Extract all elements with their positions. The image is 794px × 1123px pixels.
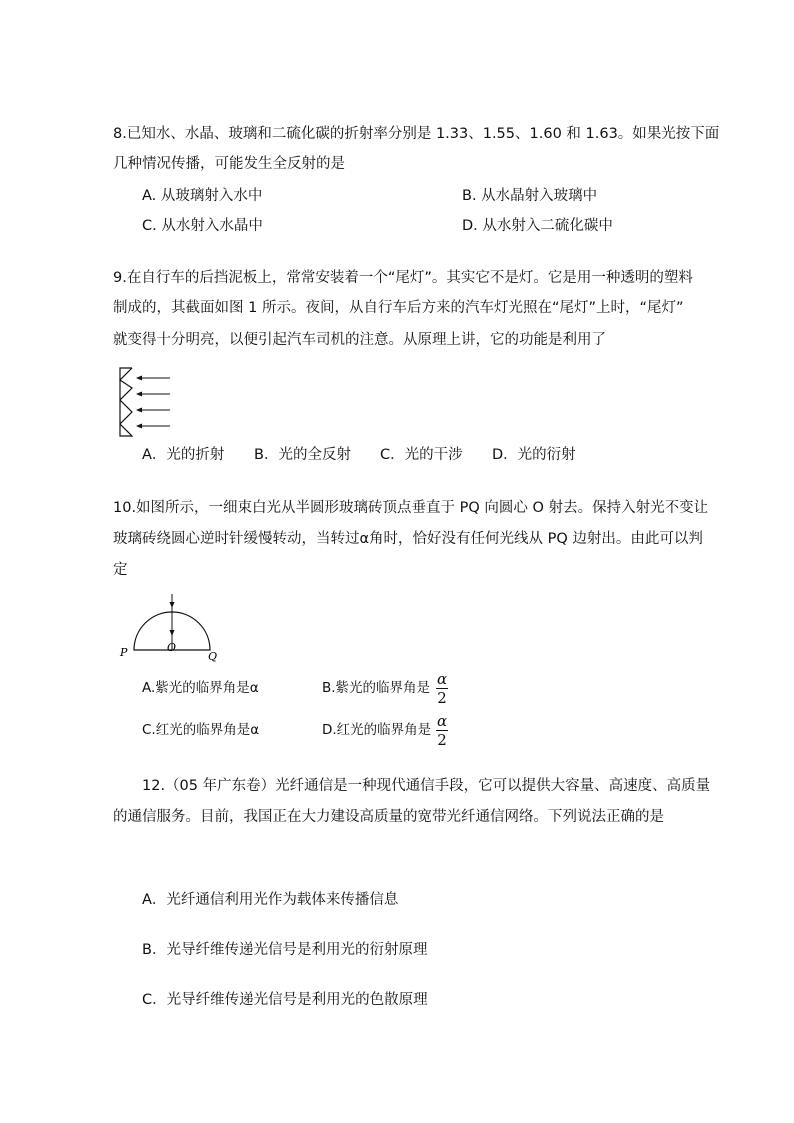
q8-option-c: C. 从水射入水晶中 <box>142 218 263 234</box>
q9-option-d: D．光的衍射 <box>492 447 576 463</box>
q12-option-a: A．光纤通信利用光作为载体来传播信息 <box>142 892 399 908</box>
q8-option-d: D. 从水射入二硫化碳中 <box>462 218 613 234</box>
fraction-numerator: α <box>437 712 448 730</box>
q9-stem-line3: 就变得十分明亮，以便引起汽车司机的注意。从原理上讲，它的功能是利用了 <box>113 332 606 348</box>
q8-stem-line2: 几种情况传播，可能发生全反射的是 <box>113 156 345 172</box>
q9-option-c: C．光的干涉 <box>380 447 463 463</box>
q9-option-a: A．光的折射 <box>142 447 225 463</box>
q12-stem-line2: 的通信服务。目前，我国正在大力建设高质量的宽带光纤通信网络。下列说法正确的是 <box>113 809 664 825</box>
q12-stem-line1: 12.（05 年广东卷）光纤通信是一种现代通信手段，它可以提供大容量、高速度、高质量 <box>142 778 711 794</box>
q10-stem-line3: 定 <box>113 562 128 578</box>
q12-option-c: C．光导纤维传递光信号是利用光的色散原理 <box>142 992 428 1008</box>
q10-option-c: C.红光的临界角是α <box>142 722 260 738</box>
q10-option-d: D.红光的临界角是 <box>322 722 432 738</box>
figure-label-p: P <box>120 646 128 659</box>
q12-option-b: B．光导纤维传递光信号是利用光的衍射原理 <box>142 942 428 958</box>
q10-stem-line2: 玻璃砖绕圆心逆时针缓慢转动，当转过α角时，恰好没有任何光线从 PQ 边射出。由此可以判 <box>113 531 703 547</box>
fraction-numerator: α <box>437 670 448 688</box>
fraction-denominator: 2 <box>437 731 447 749</box>
q10-option-a: A.紫光的临界角是α <box>142 680 259 696</box>
figure-label-q: Q <box>208 650 218 662</box>
q10-stem-line1: 10.如图所示，一细束白光从半圆形玻璃砖顶点垂直于 PQ 向圆心 O 射去。保持入射光不变让 <box>113 500 709 516</box>
figure-label-o: O <box>167 641 177 654</box>
semicircle-glass-figure <box>118 592 228 662</box>
q8-option-b: B. 从水晶射入玻璃中 <box>462 188 598 204</box>
q9-stem-line1: 9.在自行车的后挡泥板上，常常安装着一个“尾灯”。其实它不是灯。它是用一种透明的塑料 <box>113 270 693 286</box>
q9-option-b: B．光的全反射 <box>254 447 351 463</box>
tail-light-figure <box>114 366 178 438</box>
q10-option-d-fraction <box>436 712 448 749</box>
fraction-denominator: 2 <box>437 689 447 707</box>
q10-option-b: B.紫光的临界角是 <box>322 680 431 696</box>
q8-stem-line1: 8.已知水、水晶、玻璃和二硫化碳的折射率分别是 1.33、1.55、1.60 和 1.63。如果光按下面 <box>113 126 720 142</box>
q8-option-a: A. 从玻璃射入水中 <box>142 188 263 204</box>
q9-stem-line2: 制成的，其截面如图 1 所示。夜间，从自行车后方来的汽车灯光照在“尾灯”上时，“尾灯” <box>113 300 684 316</box>
q10-option-b-fraction <box>436 670 448 707</box>
